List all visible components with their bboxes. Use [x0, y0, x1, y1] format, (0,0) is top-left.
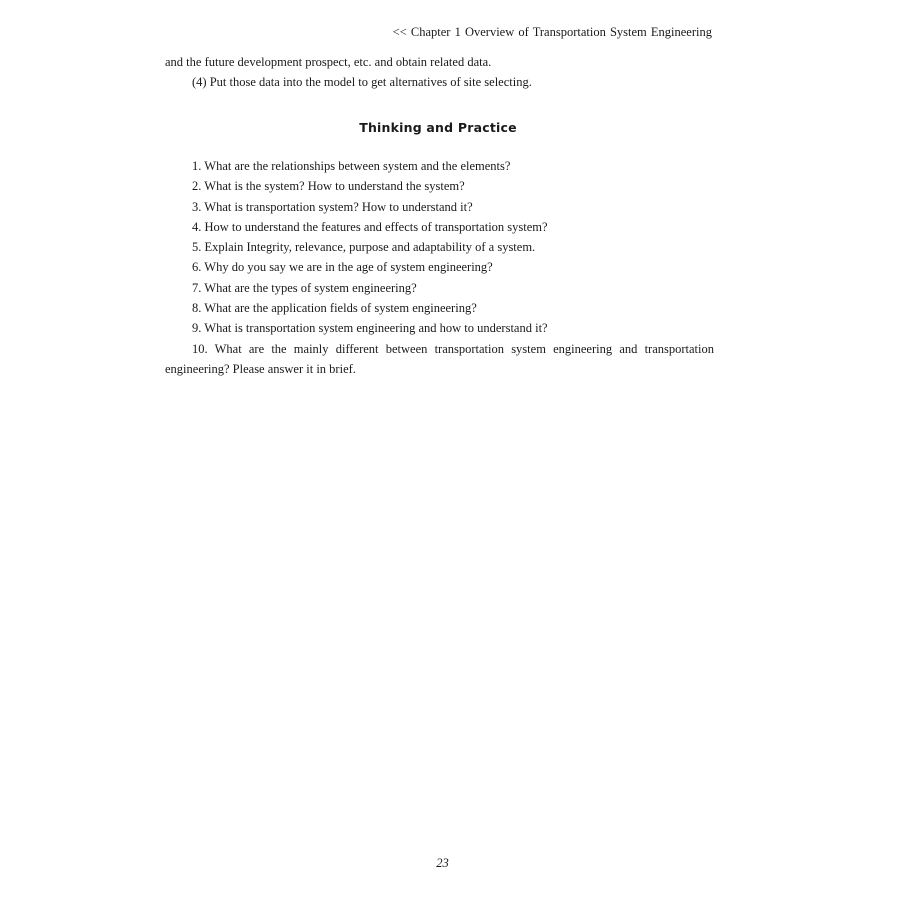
- question-list: [165, 156, 714, 379]
- question-item: 1. What are the relationships between system and the elements?: [192, 159, 511, 173]
- question-item: 10. What are the mainly different between transportation system engineering and transportation engineering? Please answer it in brief.: [165, 341, 714, 376]
- intro-line-1: and the future development prospect, etc. and obtain related data.: [165, 55, 492, 69]
- question-item: 4. How to understand the features and effects of transportation system?: [192, 219, 548, 234]
- question-item: 6. Why do you say we are in the age of system engineering?: [192, 260, 493, 275]
- question-item: 5. Explain Integrity, relevance, purpose and adaptability of a system.: [192, 240, 536, 255]
- section-heading: Thinking and Practice: [359, 120, 517, 135]
- question-item: 2. What is the system? How to understand the system?: [192, 179, 465, 194]
- question-item: 7. What are the types of system engineering?: [192, 280, 417, 295]
- running-header: << Chapter 1 Overview of Transportation System Engineering: [392, 25, 712, 39]
- question-item: 9. What is transportation system engineering and how to understand it?: [192, 321, 548, 336]
- question-item: 3. What is transportation system? How to understand it?: [192, 199, 473, 214]
- intro-paragraph: [165, 52, 714, 93]
- page-number: 23: [436, 856, 449, 870]
- question-item: 8. What are the application fields of system engineering?: [192, 301, 477, 316]
- intro-line-2: (4) Put those data into the model to get alternatives of site selecting.: [192, 75, 532, 90]
